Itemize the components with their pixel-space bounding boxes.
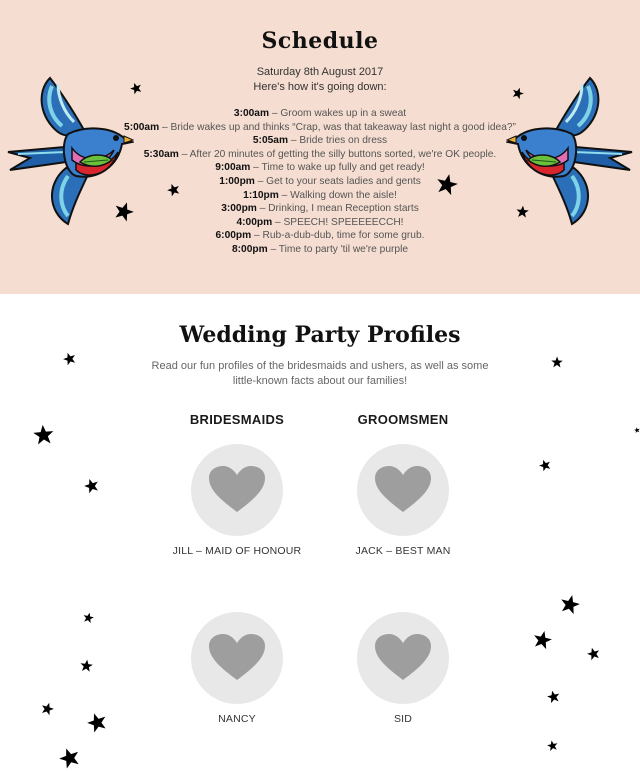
- star-icon: [545, 688, 561, 704]
- schedule-text: – Rub-a-dub-dub, time for some grub.: [251, 230, 425, 242]
- schedule-text: – Bride tries on dress: [288, 135, 388, 147]
- schedule-item: [0, 229, 640, 243]
- profiles-intro: Read our fun profiles of the bridesmaids and ushers, as well as some little-known facts about our families!: [151, 360, 489, 387]
- schedule-title: Schedule: [261, 28, 379, 54]
- heart-icon: [375, 466, 431, 514]
- star-icon: [32, 423, 55, 446]
- schedule-text: – Drinking, I mean Reception starts: [256, 203, 419, 215]
- schedule-text: – SPEECH! SPEEEEECCH!: [272, 216, 404, 228]
- schedule-item: [0, 243, 640, 257]
- star-icon: [633, 426, 640, 433]
- star-icon: [39, 700, 55, 716]
- schedule-time: 9:00am: [215, 162, 251, 174]
- star-icon: [515, 204, 529, 218]
- star-icon: [81, 610, 94, 623]
- star-icon: [82, 476, 101, 495]
- schedule-text: – Groom wakes up in a sweat: [269, 108, 407, 119]
- profile-avatar-nancy[interactable]: [191, 612, 283, 704]
- groomsmen-heading: GROOMSMEN: [357, 412, 449, 427]
- schedule-text: – After 20 minutes of getting the silly buttons sorted, we're OK people.: [178, 148, 497, 160]
- star-icon: [61, 350, 78, 367]
- schedule-time: 1:10pm: [243, 189, 279, 201]
- schedule-text: – Time to wake up fully and get ready!: [250, 162, 425, 174]
- star-icon: [551, 356, 563, 368]
- heart-icon: [209, 634, 265, 682]
- schedule-time: 3:00am: [233, 108, 270, 119]
- star-icon: [537, 457, 552, 472]
- star-icon: [546, 739, 559, 752]
- schedule-time: 5:05am: [252, 135, 289, 147]
- schedule-section: [0, 0, 640, 294]
- star-icon: [84, 709, 109, 734]
- profile-avatar-sid[interactable]: [357, 612, 449, 704]
- profiles-title: Wedding Party Profiles: [179, 322, 461, 348]
- schedule-text: – Time to party 'til we're purple: [267, 243, 409, 255]
- schedule-time: 8:00pm: [231, 243, 268, 255]
- schedule-time: 4:00pm: [236, 216, 273, 228]
- profile-name[interactable]: SID: [393, 713, 413, 725]
- star-icon: [558, 592, 582, 616]
- star-icon: [56, 744, 83, 771]
- heart-icon: [375, 634, 431, 682]
- schedule-text: – Bride wakes up and thinks “Crap, was that takeaway last night a good idea?”: [159, 121, 516, 133]
- schedule-time: 1:00pm: [219, 175, 255, 187]
- star-icon: [531, 628, 554, 651]
- profile-avatar-jack[interactable]: [357, 444, 449, 536]
- schedule-time: 6:00pm: [215, 230, 252, 242]
- bridesmaids-heading: BRIDESMAIDS: [189, 412, 285, 427]
- profile-name[interactable]: JACK – BEST MAN: [355, 545, 451, 557]
- schedule-text: – Get to your seats ladies and gents: [254, 175, 421, 187]
- schedule-time: 3:00pm: [221, 203, 257, 215]
- schedule-time: 5:30am: [143, 148, 179, 160]
- schedule-date: Saturday 8th August 2017: [256, 66, 384, 78]
- star-icon: [79, 658, 93, 672]
- schedule-time: 5:00am: [124, 121, 160, 133]
- profile-name[interactable]: JILL – MAID OF HONOUR: [172, 545, 302, 557]
- profile-avatar-jill[interactable]: [191, 444, 283, 536]
- profile-name[interactable]: NANCY: [218, 713, 256, 725]
- star-icon: [585, 645, 601, 661]
- schedule-text: – Walking down the aisle!: [278, 189, 397, 201]
- heart-icon: [209, 466, 265, 514]
- schedule-intro: Here's how it's going down:: [253, 81, 387, 93]
